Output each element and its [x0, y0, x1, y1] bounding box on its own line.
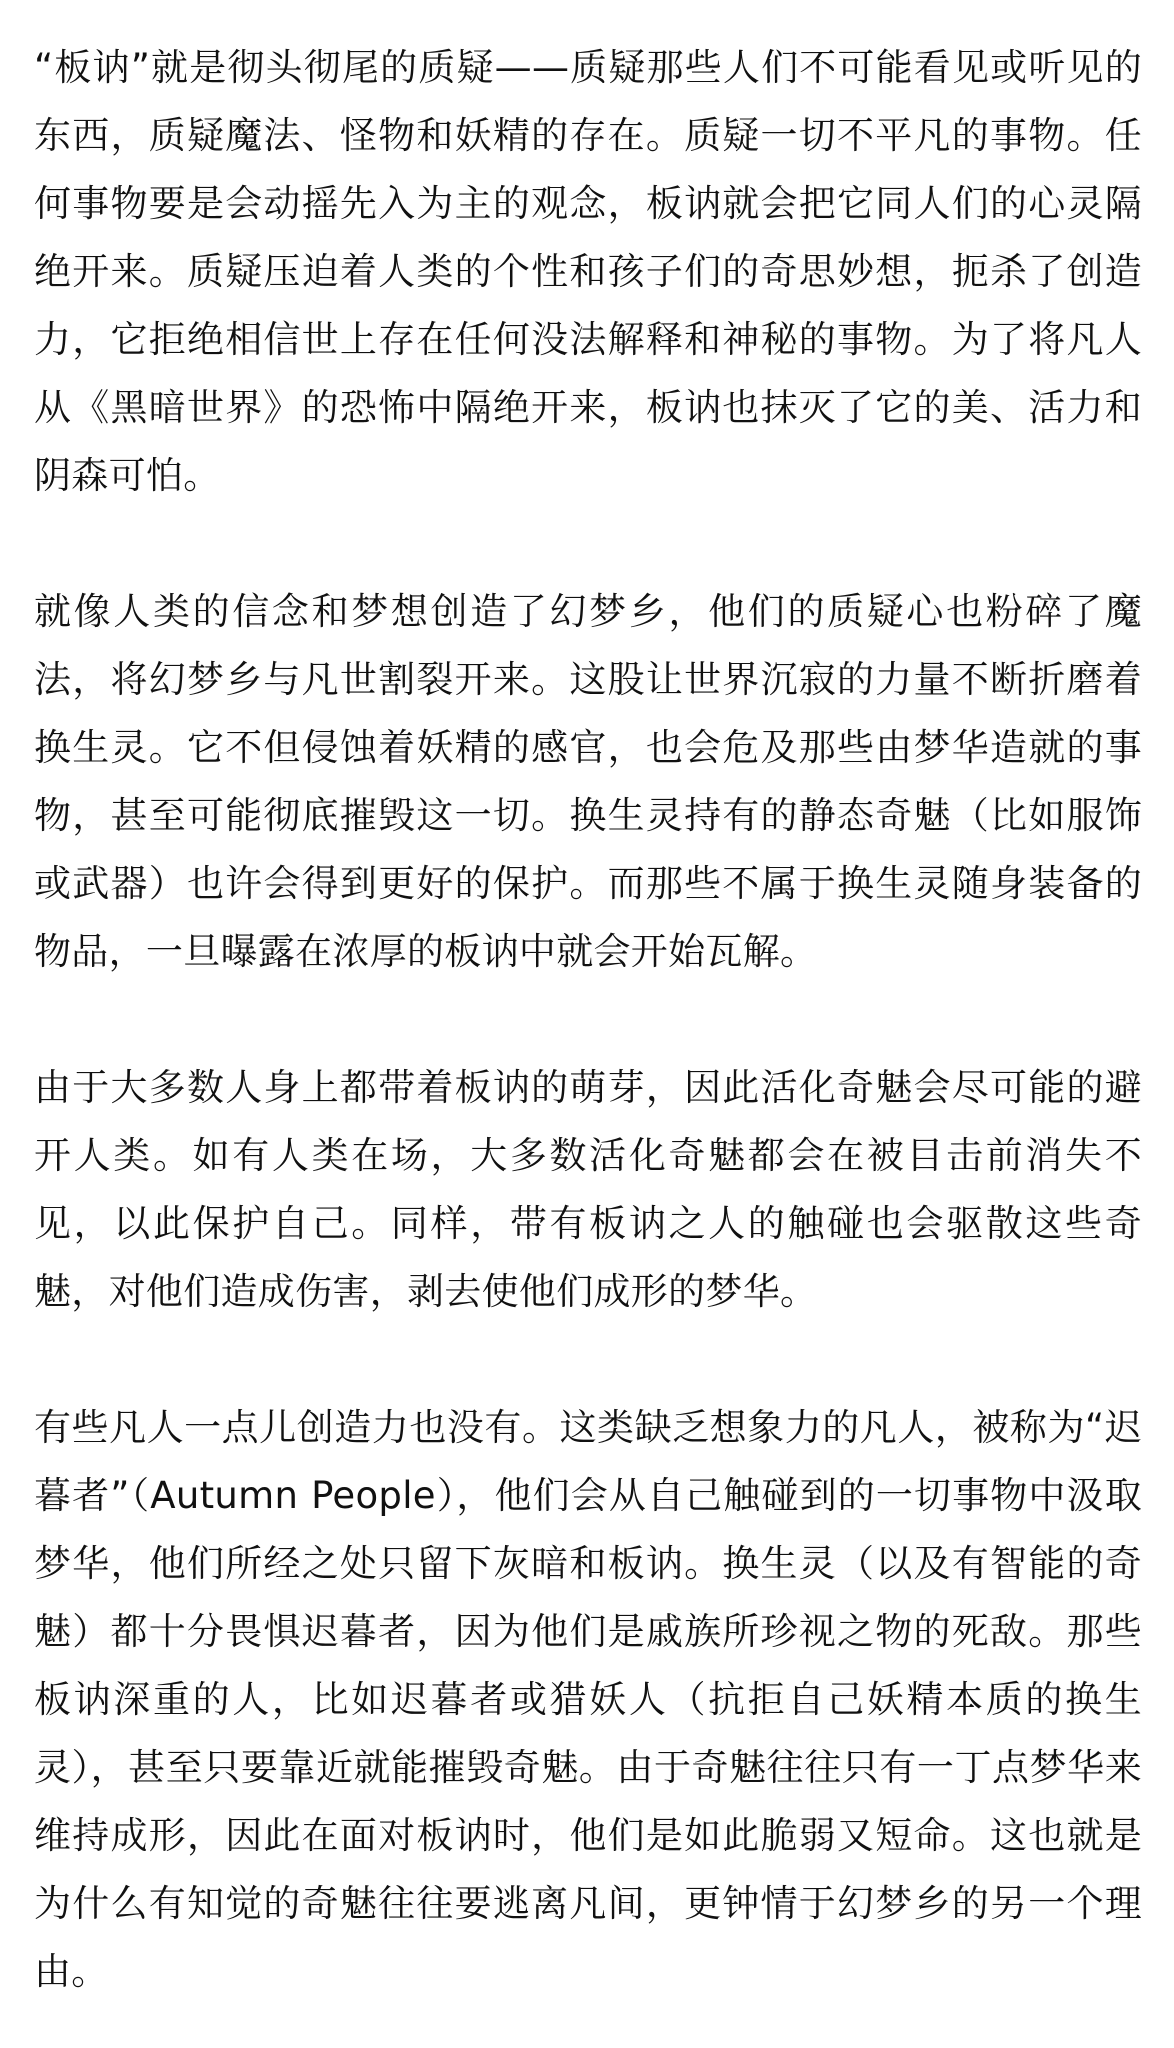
paragraph-banality-effects: 就像人类的信念和梦想创造了幻梦乡，他们的质疑心也粉碎了魔法，将幻梦乡与凡世割裂开来。这股让世界沉寂的力量不断折磨着换生灵。它不但侵蚀着妖精的感官，也会危及那些由梦华造就的事物，甚至可能彻底摧毁这一切。换生灵持有的静态奇魅（比如服饰或武器）也许会得到更好的保护。而那些不属于换生灵随身装备的物品，一旦曝露在浓厚的板讷中就会开始瓦解。 [34, 590, 1142, 973]
paragraph-autumn-people: 有些凡人一点儿创造力也没有。这类缺乏想象力的凡人，被称为“迟暮者”（Autumn People），他们会从自己触碰到的一切事物中汲取梦华，他们所经之处只留下灰暗和板讷。换生灵（以及有智能的奇魅）都十分畏惧迟暮者，因为他们是戚族所珍视之物的死敌。那些板讷深重的人，比如迟暮者或猎妖人（抗拒自己妖精本质的换生灵），甚至只要靠近就能摧毁奇魅。由于奇魅往往只有一丁点梦华来维持成形，因此在面对板讷时，他们是如此脆弱又短命。这也就是为什么有知觉的奇魅往往要逃离凡间，更钟情于幻梦乡的另一个理由。 [34, 1406, 1142, 1993]
paragraph-chimera-avoid-humans: 由于大多数人身上都带着板讷的萌芽，因此活化奇魅会尽可能的避开人类。如有人类在场，大多数活化奇魅都会在被目击前消失不见，以此保护自己。同样，带有板讷之人的触碰也会驱散这些奇魅，对他们造成伤害，剥去使他们成形的梦华。 [34, 1066, 1142, 1313]
paragraph-banality-definition: “板讷”就是彻头彻尾的质疑——质疑那些人们不可能看见或听见的东西，质疑魔法、怪物和妖精的存在。质疑一切不平凡的事物。任何事物要是会动摇先入为主的观念，板讷就会把它同人们的心灵隔绝开来。质疑压迫着人类的个性和孩子们的奇思妙想，扼杀了创造力，它拒绝相信世上存在任何没法解释和神秘的事物。为了将凡人从《黑暗世界》的恐怖中隔绝开来，板讷也抹灭了它的美、活力和阴森可怕。 [34, 46, 1142, 497]
article-body [34, 34, 1142, 2006]
